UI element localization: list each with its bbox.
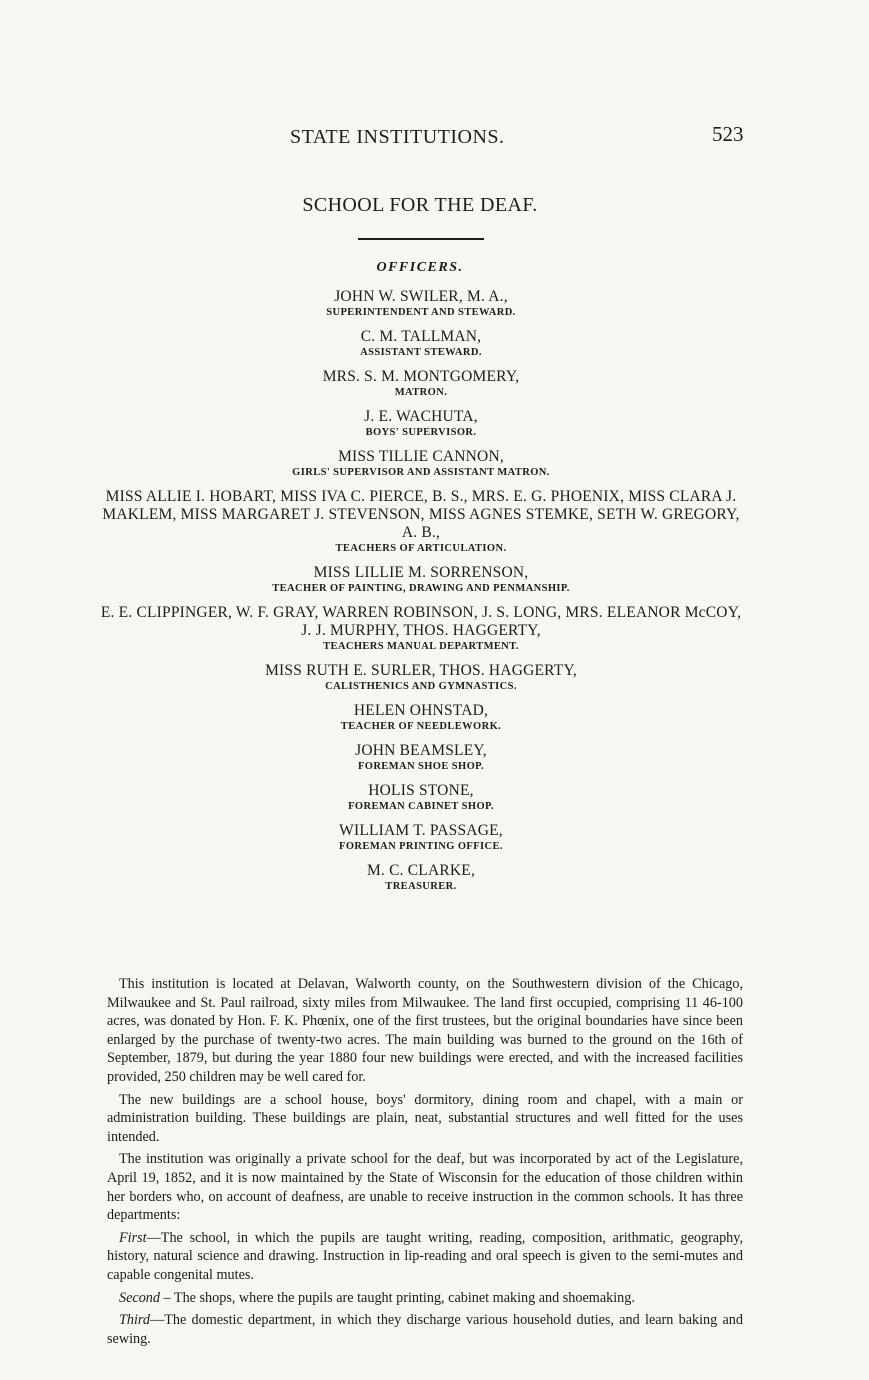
officer-role: TEACHER OF NEEDLEWORK.	[340, 721, 502, 732]
officer-name: MISS RUTH E. SURLER, THOS. HAGGERTY,	[265, 662, 577, 679]
officer-role: TEACHERS MANUAL DEPARTMENT.	[323, 641, 519, 652]
paragraph	[107, 1229, 743, 1285]
officer-name: MISS ALLIE I. HOBART, MISS IVA C. PIERCE, B. S., MRS. E. G. PHOENIX, MISS CLARA J. MAKLEM, MISS MARGARET J. STEVENSON, MISS AGNES STEMKE, SETH W. GREGORY, A. B.,	[102, 488, 740, 541]
officer-role: TEACHER OF PAINTING, DRAWING AND PENMANSHIP.	[272, 583, 570, 594]
officer-entry	[100, 604, 742, 654]
paragraph	[107, 975, 743, 1087]
officer-role: FOREMAN PRINTING OFFICE.	[339, 841, 503, 852]
officer-name: MISS LILLIE M. SORRENSON,	[313, 564, 529, 581]
officer-entry	[100, 564, 742, 596]
officer-name: HOLIS STONE,	[368, 782, 474, 799]
section-title: SCHOOL FOR THE DEAF.	[302, 194, 538, 216]
paragraph	[107, 1289, 743, 1308]
paragraph-text: This institution is located at Delavan, Walworth county, on the Southwestern division of the Chicago, Milwaukee and St. Paul railroad, sixty miles from Milwaukee. The land first occupied, comprising 11 46-100 acres, was donated by Hon. F. K. Phœnix, one of the first trustees, but the original boundaries have since been enlarged by the purchase of twenty-two acres. The main building was burned to the ground on the 16th of September, 1879, but during the year 1880 four new buildings were erected, and with the increased facilities provided, 250 children may be well cared for.	[107, 976, 743, 1085]
officer-role: TEACHERS OF ARTICULATION.	[335, 543, 507, 554]
running-head: STATE INSTITUTIONS.	[290, 126, 505, 148]
officer-entry	[100, 488, 742, 556]
officer-name: HELEN OHNSTAD,	[353, 702, 489, 719]
officer-entry	[100, 822, 742, 854]
officer-name: JOHN BEAMSLEY,	[355, 742, 487, 759]
paragraph-text: —The school, in which the pupils are taught writing, reading, composition, arithmatic, geography, history, natural science and drawing. Instruction in lip-reading and oral speech is given to the semi-mutes and capable congenital mutes.	[107, 1229, 743, 1283]
officer-name: MRS. S. M. MONTGOMERY,	[322, 368, 520, 385]
paragraph-text: The new buildings are a school house, boys' dormitory, dining room and chapel, with a main or administration building. These buildings are plain, neat, substantial structures and well fitted for the uses intended.	[107, 1091, 743, 1145]
officer-role: FOREMAN CABINET SHOP.	[348, 801, 494, 812]
body-text	[107, 975, 743, 1352]
paragraph-text: – The shops, where the pupils are taught printing, cabinet making and shoemaking.	[159, 1289, 635, 1306]
officer-name: J. E. WACHUTA,	[364, 408, 478, 425]
officers-heading: OFFICERS.	[376, 260, 464, 275]
officer-entry	[100, 742, 742, 774]
officer-role: GIRLS' SUPERVISOR AND ASSISTANT MATRON.	[292, 467, 550, 478]
paragraph-lead: Third	[119, 1312, 151, 1329]
divider-rule	[358, 238, 484, 240]
officer-entry	[100, 288, 742, 320]
paragraph	[107, 1311, 743, 1348]
officer-role: BOYS' SUPERVISOR.	[365, 427, 477, 438]
officer-entry	[100, 448, 742, 480]
officer-role: MATRON.	[394, 387, 448, 398]
officer-role: ASSISTANT STEWARD.	[360, 347, 482, 358]
officer-role: SUPERINTENDENT AND STEWARD.	[326, 307, 516, 318]
officer-role: TREASURER.	[385, 881, 457, 892]
officers-list	[100, 288, 742, 902]
officer-entry	[100, 328, 742, 360]
officer-name: C. M. TALLMAN,	[360, 328, 482, 345]
officer-name: E. E. CLIPPINGER, W. F. GRAY, WARREN ROBINSON, J. S. LONG, MRS. ELEANOR McCOY, J. J. MURPHY, THOS. HAGGERTY,	[100, 604, 742, 639]
page-number: 523	[712, 122, 744, 146]
officer-entry	[100, 368, 742, 400]
officer-name: JOHN W. SWILER, M. A.,	[334, 288, 508, 305]
paragraph-text: The institution was originally a private school for the deaf, but was incorporated by act of the Legislature, April 19, 1852, and it is now maintained by the State of Wisconsin for the education of those children within her borders who, on account of deafness, are unable to receive instruction in the common schools. It has three departments:	[107, 1151, 743, 1224]
officer-role: CALISTHENICS AND GYMNASTICS.	[325, 681, 517, 692]
paragraph-text: —The domestic department, in which they discharge various household duties, and learn baking and sewing.	[107, 1312, 743, 1347]
officer-entry	[100, 782, 742, 814]
paragraph	[107, 1091, 743, 1147]
paragraph-lead: Second	[119, 1289, 160, 1306]
officer-name: WILLIAM T. PASSAGE,	[339, 822, 503, 839]
officer-name: MISS TILLIE CANNON,	[338, 448, 504, 465]
officer-entry	[100, 702, 742, 734]
paragraph-lead: First	[119, 1229, 147, 1246]
officer-name: M. C. CLARKE,	[366, 862, 476, 879]
paragraph	[107, 1150, 743, 1224]
officer-entry	[100, 662, 742, 694]
officer-role: FOREMAN SHOE SHOP.	[357, 761, 485, 772]
officer-entry	[100, 408, 742, 440]
officer-entry	[100, 862, 742, 894]
